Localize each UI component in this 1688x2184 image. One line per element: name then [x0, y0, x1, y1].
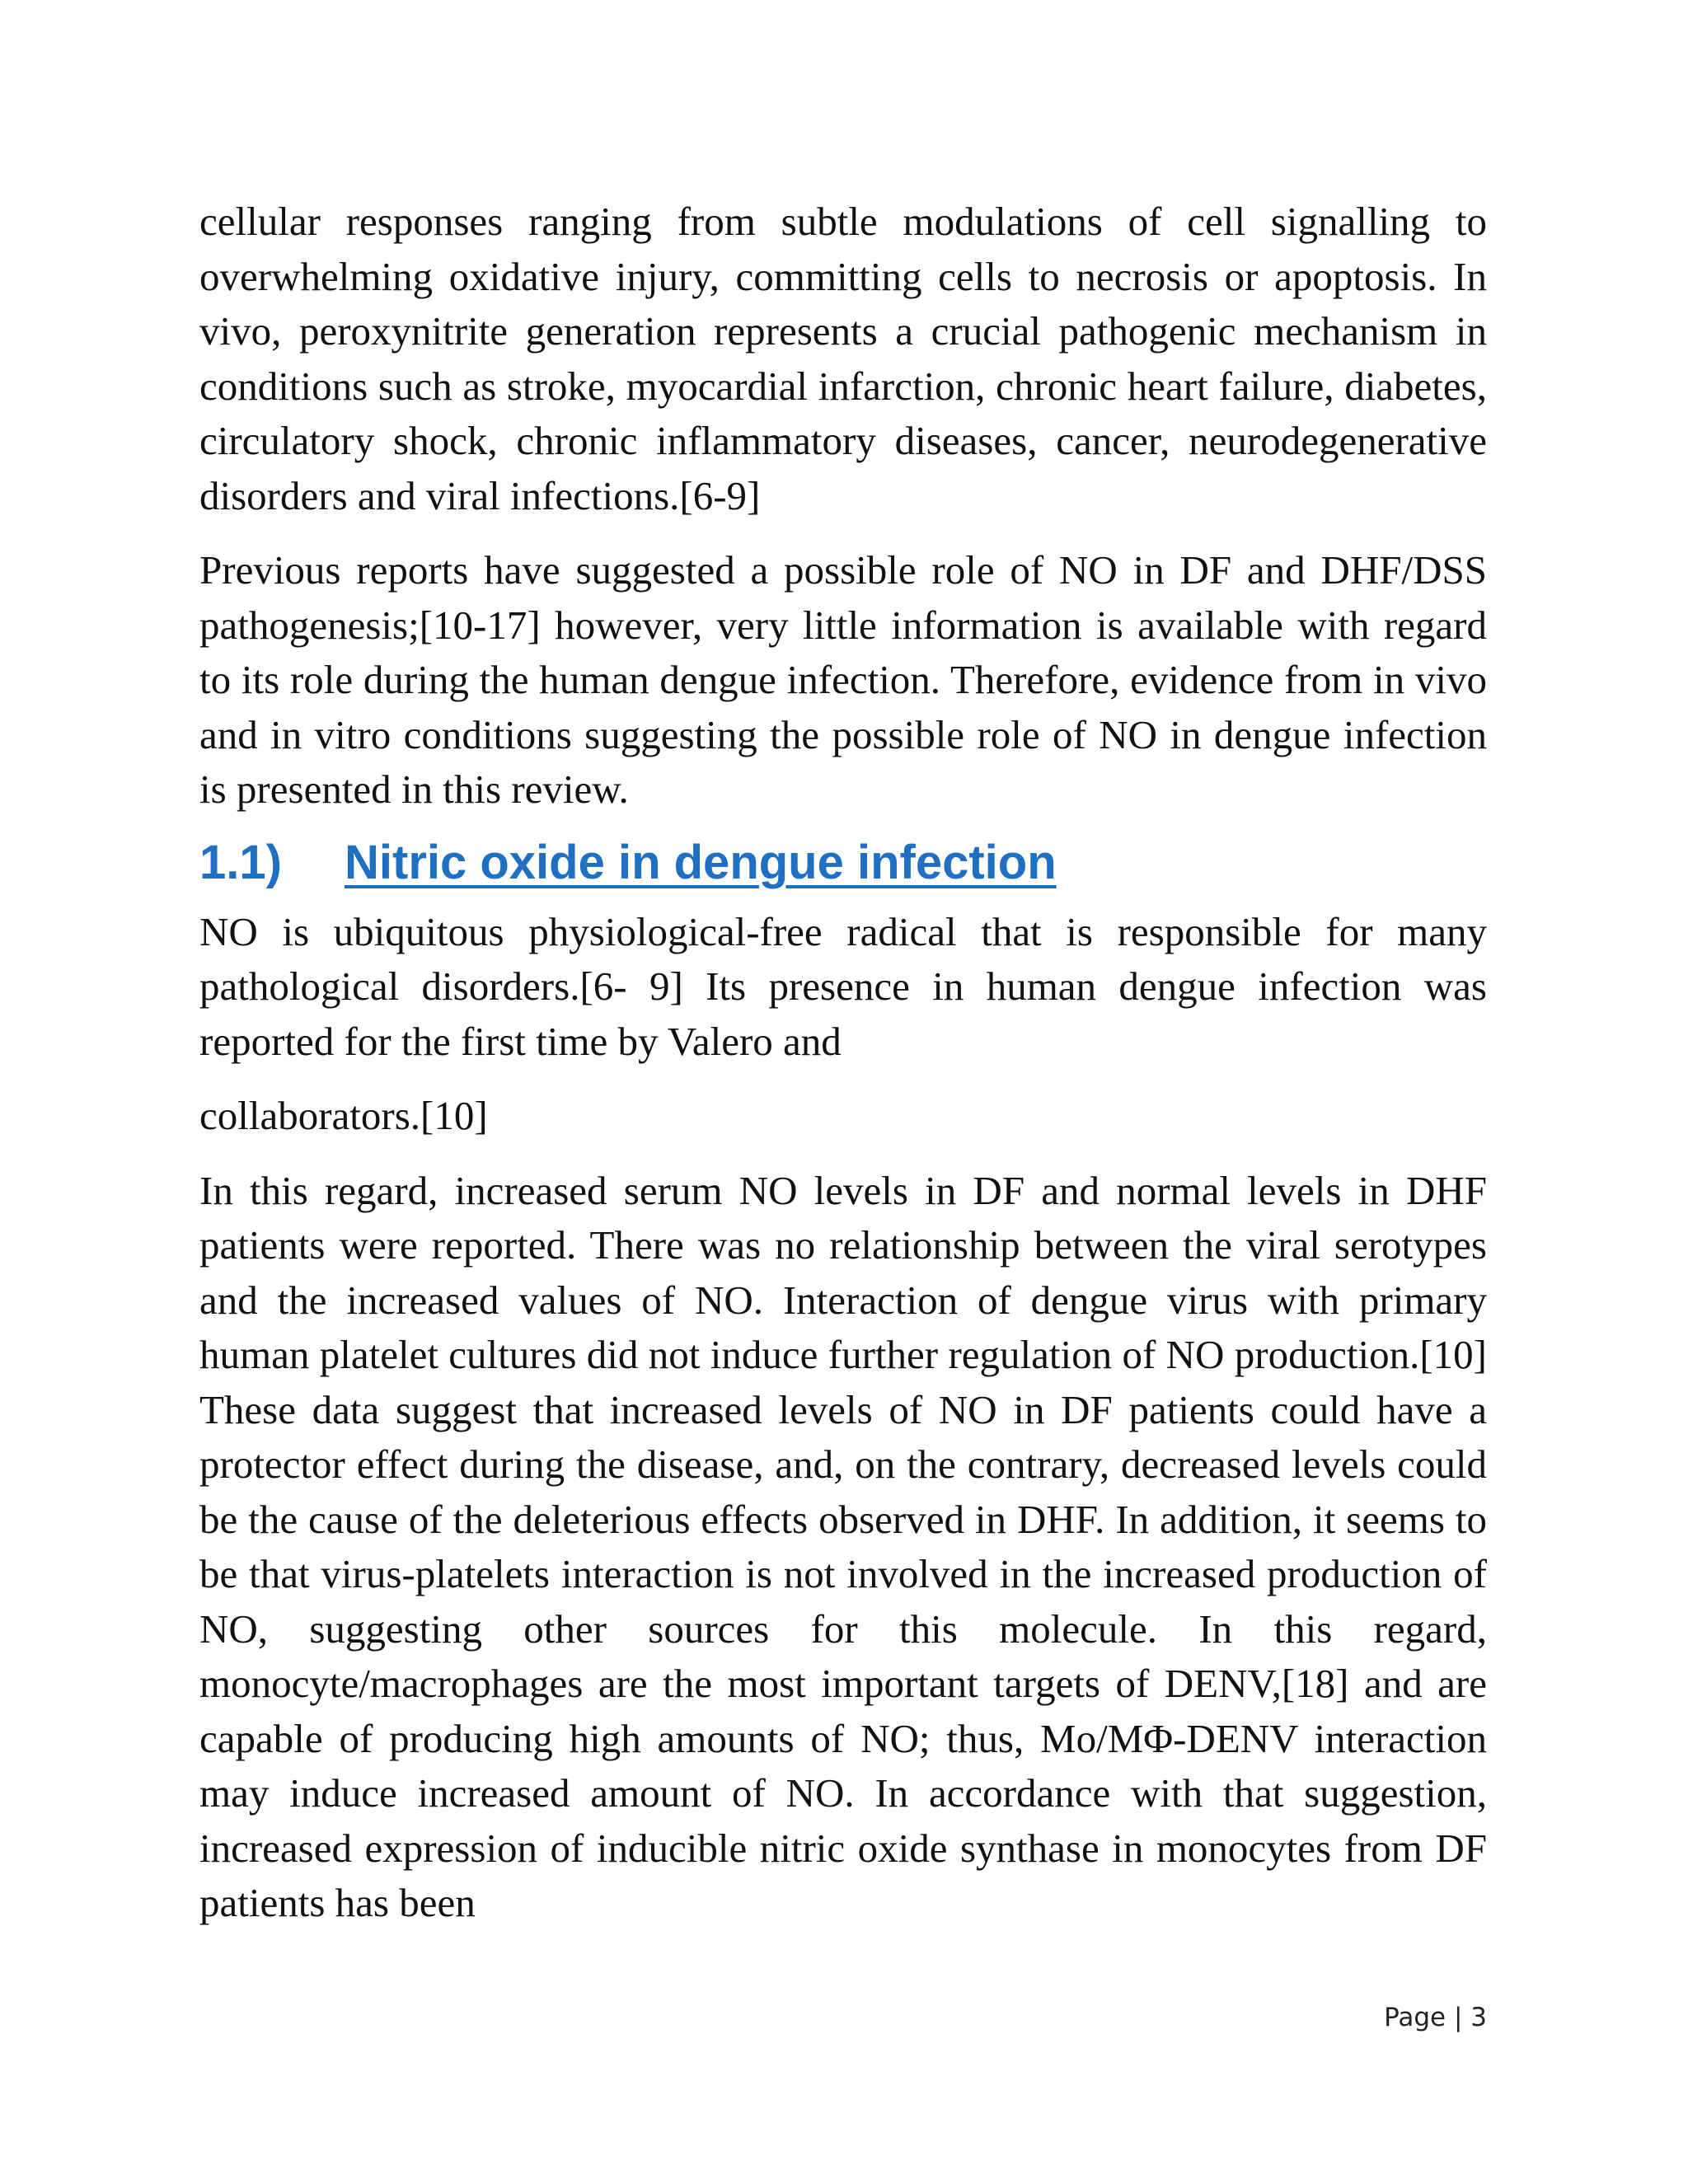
page-content [199, 194, 1487, 1931]
page-number: Page | 3 [1384, 2003, 1487, 2032]
section-title: Nitric oxide in dengue infection [345, 835, 1057, 889]
paragraph-previous-reports: Previous reports have suggested a possible role of NO in DF and DHF/DSS pathogenesis;[10-17] however, very little information is available with regard to its role during the human dengue infection. Therefore, evidence from in vivo and in vitro conditions suggesting the possible role of NO in dengue infection is presented in this review. [199, 547, 1487, 812]
section-number: 1.1) [199, 835, 282, 889]
paragraph-collaborators: collaborators.[10] [199, 1093, 488, 1138]
paragraph-serum-levels: In this regard, increased serum NO levels in DF and normal levels in DHF patients were reported. There was no relationship between the viral serotypes and the increased values of NO. Interaction of dengue virus with primary human platelet cultures did not induce further regulation of NO production.[10] These data suggest that increased levels of NO in DF patients could have a protector effect during the disease, and, on the contrary, decreased levels could be the cause of the deleterious effects observed in DHF. In addition, it seems to be that virus-platelets interaction is not involved in the increased production of NO, suggesting other sources for this molecule. In this regard, monocyte/macrophages are the most important targets of DENV,[18] and are capable of producing high amounts of NO; thus, Mo/MΦ-DENV interaction may induce increased amount of NO. In accordance with that suggestion, increased expression of inducible nitric oxide synthase in monocytes from DF patients has been [199, 1167, 1487, 1925]
section-heading [199, 834, 1487, 892]
paragraph-no-ubiquitous: NO is ubiquitous physiological-free radical that is responsible for many pathological disorders.[6- 9] Its presence in human dengue infection was reported for the first time by Valero and [199, 908, 1487, 1064]
paragraph-peroxynitrite: cellular responses ranging from subtle modulations of cell signalling to overwhelming oxidative injury, committing cells to necrosis or apoptosis. In vivo, peroxynitrite generation represents a crucial pathogenic mechanism in conditions such as stroke, myocardial infarction, chronic heart failure, diabetes, circulatory shock, chronic inflammatory diseases, cancer, neurodegenerative disorders and viral infections.[6-9] [199, 199, 1487, 518]
